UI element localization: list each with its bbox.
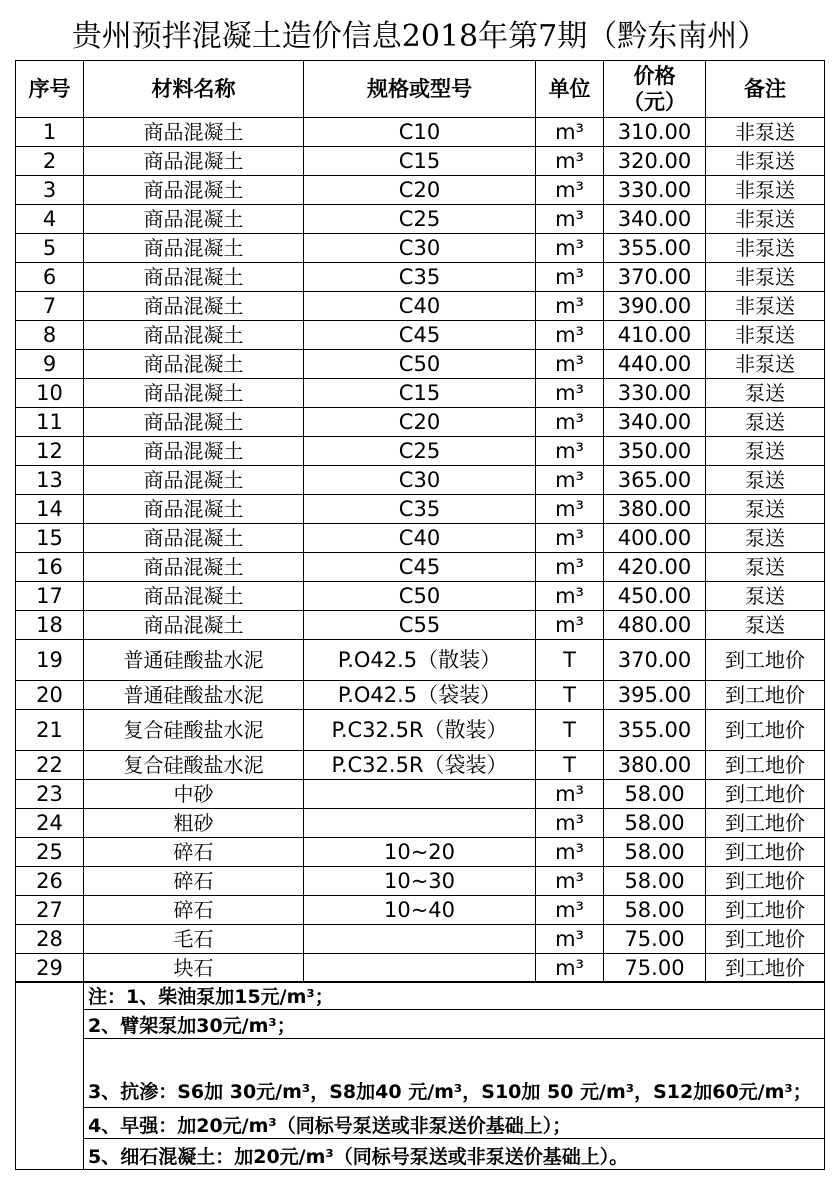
material-name-cell: 商品混凝土 (84, 147, 304, 176)
row-index-cell: 28 (16, 925, 84, 954)
spec-model-cell: P.C32.5R（袋装） (304, 751, 536, 780)
spec-model-cell: C50 (304, 350, 536, 379)
table-row (16, 147, 825, 176)
remark-cell: 泵送 (706, 408, 825, 437)
price-cell: 58.00 (604, 780, 706, 809)
price-cell: 340.00 (604, 205, 706, 234)
material-name-cell: 普通硅酸盐水泥 (84, 681, 304, 710)
material-name-cell: 商品混凝土 (84, 582, 304, 611)
header-unit: 单位 (536, 61, 604, 118)
row-index-cell: 8 (16, 321, 84, 350)
unit-cell: m³ (536, 321, 604, 350)
unit-cell: m³ (536, 582, 604, 611)
remark-cell: 泵送 (706, 611, 825, 640)
remark-cell: 到工地价 (706, 925, 825, 954)
note-row (16, 1108, 825, 1139)
price-cell: 420.00 (604, 553, 706, 582)
spec-model-cell: C45 (304, 553, 536, 582)
table-row (16, 292, 825, 321)
remark-cell: 到工地价 (706, 809, 825, 838)
table-row (16, 611, 825, 640)
remark-cell: 泵送 (706, 495, 825, 524)
material-name-cell: 商品混凝土 (84, 176, 304, 205)
spec-model-cell: C30 (304, 466, 536, 495)
table-body (16, 118, 825, 983)
notes-table (15, 981, 825, 1170)
price-cell: 75.00 (604, 925, 706, 954)
spec-model-cell: P.C32.5R（散装） (304, 710, 536, 751)
notes-blank-cell (16, 982, 84, 1170)
price-cell: 380.00 (604, 751, 706, 780)
table-row (16, 350, 825, 379)
unit-cell: m³ (536, 954, 604, 983)
row-index-cell: 7 (16, 292, 84, 321)
table-row (16, 640, 825, 681)
remark-cell: 非泵送 (706, 321, 825, 350)
row-index-cell: 23 (16, 780, 84, 809)
price-cell: 58.00 (604, 838, 706, 867)
price-cell: 450.00 (604, 582, 706, 611)
remark-cell: 泵送 (706, 437, 825, 466)
row-index-cell: 15 (16, 524, 84, 553)
header-index: 序号 (16, 61, 84, 118)
spec-model-cell: 10~40 (304, 896, 536, 925)
material-name-cell: 碎石 (84, 838, 304, 867)
unit-cell: m³ (536, 466, 604, 495)
spec-model-cell: C20 (304, 176, 536, 205)
price-cell: 320.00 (604, 147, 706, 176)
table-row (16, 838, 825, 867)
row-index-cell: 14 (16, 495, 84, 524)
material-name-cell: 商品混凝土 (84, 205, 304, 234)
unit-cell: m³ (536, 234, 604, 263)
note-row (16, 1039, 825, 1108)
table-row (16, 681, 825, 710)
row-index-cell: 2 (16, 147, 84, 176)
unit-cell: m³ (536, 292, 604, 321)
row-index-cell: 17 (16, 582, 84, 611)
remark-cell: 到工地价 (706, 640, 825, 681)
row-index-cell: 4 (16, 205, 84, 234)
unit-cell: m³ (536, 838, 604, 867)
row-index-cell: 26 (16, 867, 84, 896)
spec-model-cell: 10~20 (304, 838, 536, 867)
row-index-cell: 3 (16, 176, 84, 205)
unit-cell: T (536, 710, 604, 751)
spec-model-cell: C40 (304, 292, 536, 321)
spec-model-cell (304, 954, 536, 983)
row-index-cell: 10 (16, 379, 84, 408)
price-cell: 410.00 (604, 321, 706, 350)
note-text: 2、臂架泵加30元/m³； (84, 1010, 825, 1039)
spec-model-cell: 10~30 (304, 867, 536, 896)
spec-model-cell: P.O42.5（散装） (304, 640, 536, 681)
table-row (16, 553, 825, 582)
spec-model-cell: P.O42.5（袋装） (304, 681, 536, 710)
table-row (16, 321, 825, 350)
price-cell: 395.00 (604, 681, 706, 710)
row-index-cell: 6 (16, 263, 84, 292)
spec-model-cell: C15 (304, 379, 536, 408)
material-name-cell: 块石 (84, 954, 304, 983)
spec-model-cell: C50 (304, 582, 536, 611)
note-text: 3、抗渗：S6加 30元/m³，S8加40 元/m³，S10加 50 元/m³，S12加60元/m³； (84, 1039, 825, 1108)
header-spec: 规格或型号 (304, 61, 536, 118)
row-index-cell: 22 (16, 751, 84, 780)
price-cell: 58.00 (604, 867, 706, 896)
row-index-cell: 9 (16, 350, 84, 379)
spec-model-cell: C30 (304, 234, 536, 263)
unit-cell: m³ (536, 205, 604, 234)
table-row (16, 925, 825, 954)
price-cell: 355.00 (604, 234, 706, 263)
remark-cell: 泵送 (706, 379, 825, 408)
price-cell: 380.00 (604, 495, 706, 524)
table-row (16, 205, 825, 234)
price-cell: 480.00 (604, 611, 706, 640)
row-index-cell: 11 (16, 408, 84, 437)
unit-cell: m³ (536, 379, 604, 408)
price-cell: 365.00 (604, 466, 706, 495)
table-header-row (16, 61, 825, 118)
spec-model-cell: C20 (304, 408, 536, 437)
spec-model-cell: C35 (304, 495, 536, 524)
unit-cell: m³ (536, 809, 604, 838)
unit-cell: m³ (536, 176, 604, 205)
table-row (16, 379, 825, 408)
spec-model-cell (304, 809, 536, 838)
price-cell: 440.00 (604, 350, 706, 379)
price-table (15, 60, 825, 983)
price-cell: 310.00 (604, 118, 706, 147)
price-cell: 330.00 (604, 379, 706, 408)
material-name-cell: 商品混凝土 (84, 437, 304, 466)
material-name-cell: 商品混凝土 (84, 611, 304, 640)
table-row (16, 867, 825, 896)
unit-cell: m³ (536, 408, 604, 437)
unit-cell: m³ (536, 867, 604, 896)
spec-model-cell: C10 (304, 118, 536, 147)
table-row (16, 437, 825, 466)
table-row (16, 466, 825, 495)
price-cell: 370.00 (604, 263, 706, 292)
row-index-cell: 13 (16, 466, 84, 495)
table-row (16, 954, 825, 983)
table-row (16, 263, 825, 292)
remark-cell: 非泵送 (706, 205, 825, 234)
unit-cell: m³ (536, 437, 604, 466)
material-name-cell: 商品混凝土 (84, 379, 304, 408)
row-index-cell: 27 (16, 896, 84, 925)
note-text: 注：1、柴油泵加15元/m³； (84, 982, 825, 1010)
spec-model-cell: C25 (304, 205, 536, 234)
row-index-cell: 19 (16, 640, 84, 681)
price-cell: 400.00 (604, 524, 706, 553)
note-row (16, 1010, 825, 1039)
spec-model-cell: C55 (304, 611, 536, 640)
unit-cell: m³ (536, 147, 604, 176)
table-row (16, 809, 825, 838)
table-row (16, 234, 825, 263)
remark-cell: 到工地价 (706, 710, 825, 751)
table-row (16, 780, 825, 809)
row-index-cell: 12 (16, 437, 84, 466)
spec-model-cell: C25 (304, 437, 536, 466)
remark-cell: 非泵送 (706, 263, 825, 292)
price-cell: 370.00 (604, 640, 706, 681)
material-name-cell: 复合硅酸盐水泥 (84, 710, 304, 751)
price-cell: 355.00 (604, 710, 706, 751)
price-cell: 340.00 (604, 408, 706, 437)
material-name-cell: 中砂 (84, 780, 304, 809)
note-text: 5、细石混凝土：加20元/m³（同标号泵送或非泵送价基础上）。 (84, 1139, 825, 1170)
price-cell: 350.00 (604, 437, 706, 466)
remark-cell: 泵送 (706, 582, 825, 611)
header-price-line1: 价格 (633, 64, 676, 88)
header-name: 材料名称 (84, 61, 304, 118)
page-title: 贵州预拌混凝土造价信息2018年第7期（黔东南州） (71, 19, 768, 54)
remark-cell: 到工地价 (706, 780, 825, 809)
unit-cell: m³ (536, 495, 604, 524)
material-name-cell: 商品混凝土 (84, 495, 304, 524)
header-remark: 备注 (706, 61, 825, 118)
spec-model-cell: C40 (304, 524, 536, 553)
unit-cell: m³ (536, 896, 604, 925)
remark-cell: 泵送 (706, 553, 825, 582)
note-row (16, 982, 825, 1010)
note-text: 4、早强：加20元/m³（同标号泵送或非泵送价基础上）； (84, 1108, 825, 1139)
material-name-cell: 商品混凝土 (84, 350, 304, 379)
table-row (16, 495, 825, 524)
row-index-cell: 20 (16, 681, 84, 710)
row-index-cell: 18 (16, 611, 84, 640)
unit-cell: T (536, 640, 604, 681)
remark-cell: 非泵送 (706, 118, 825, 147)
remark-cell: 泵送 (706, 524, 825, 553)
table-row (16, 408, 825, 437)
material-name-cell: 毛石 (84, 925, 304, 954)
material-name-cell: 商品混凝土 (84, 553, 304, 582)
table-row (16, 582, 825, 611)
material-name-cell: 碎石 (84, 896, 304, 925)
table-row (16, 751, 825, 780)
remark-cell: 非泵送 (706, 292, 825, 321)
material-name-cell: 商品混凝土 (84, 292, 304, 321)
header-price-line2: （元） (623, 90, 686, 114)
table-row (16, 176, 825, 205)
unit-cell: m³ (536, 524, 604, 553)
material-name-cell: 粗砂 (84, 809, 304, 838)
unit-cell: m³ (536, 350, 604, 379)
remark-cell: 非泵送 (706, 176, 825, 205)
note-row (16, 1139, 825, 1170)
remark-cell: 到工地价 (706, 681, 825, 710)
remark-cell: 到工地价 (706, 838, 825, 867)
material-name-cell: 商品混凝土 (84, 466, 304, 495)
material-name-cell: 商品混凝土 (84, 234, 304, 263)
unit-cell: T (536, 751, 604, 780)
spec-model-cell (304, 780, 536, 809)
row-index-cell: 5 (16, 234, 84, 263)
row-index-cell: 25 (16, 838, 84, 867)
material-name-cell: 商品混凝土 (84, 118, 304, 147)
unit-cell: m³ (536, 611, 604, 640)
material-name-cell: 商品混凝土 (84, 321, 304, 350)
spec-model-cell: C15 (304, 147, 536, 176)
unit-cell: m³ (536, 118, 604, 147)
unit-cell: m³ (536, 780, 604, 809)
table-row (16, 118, 825, 147)
material-name-cell: 商品混凝土 (84, 524, 304, 553)
remark-cell: 非泵送 (706, 350, 825, 379)
row-index-cell: 16 (16, 553, 84, 582)
table-row (16, 710, 825, 751)
unit-cell: T (536, 681, 604, 710)
material-name-cell: 碎石 (84, 867, 304, 896)
unit-cell: m³ (536, 553, 604, 582)
spec-model-cell: C45 (304, 321, 536, 350)
remark-cell: 到工地价 (706, 954, 825, 983)
remark-cell: 到工地价 (706, 896, 825, 925)
material-name-cell: 普通硅酸盐水泥 (84, 640, 304, 681)
material-name-cell: 商品混凝土 (84, 408, 304, 437)
material-name-cell: 复合硅酸盐水泥 (84, 751, 304, 780)
material-name-cell: 商品混凝土 (84, 263, 304, 292)
table-row (16, 896, 825, 925)
price-cell: 390.00 (604, 292, 706, 321)
table-row (16, 524, 825, 553)
remark-cell: 非泵送 (706, 234, 825, 263)
unit-cell: m³ (536, 263, 604, 292)
remark-cell: 泵送 (706, 466, 825, 495)
spec-model-cell: C35 (304, 263, 536, 292)
header-price (604, 61, 706, 118)
row-index-cell: 24 (16, 809, 84, 838)
price-cell: 58.00 (604, 896, 706, 925)
remark-cell: 非泵送 (706, 147, 825, 176)
remark-cell: 到工地价 (706, 751, 825, 780)
unit-cell: m³ (536, 925, 604, 954)
row-index-cell: 21 (16, 710, 84, 751)
price-cell: 58.00 (604, 809, 706, 838)
row-index-cell: 1 (16, 118, 84, 147)
price-cell: 75.00 (604, 954, 706, 983)
spec-model-cell (304, 925, 536, 954)
row-index-cell: 29 (16, 954, 84, 983)
remark-cell: 到工地价 (706, 867, 825, 896)
price-cell: 330.00 (604, 176, 706, 205)
